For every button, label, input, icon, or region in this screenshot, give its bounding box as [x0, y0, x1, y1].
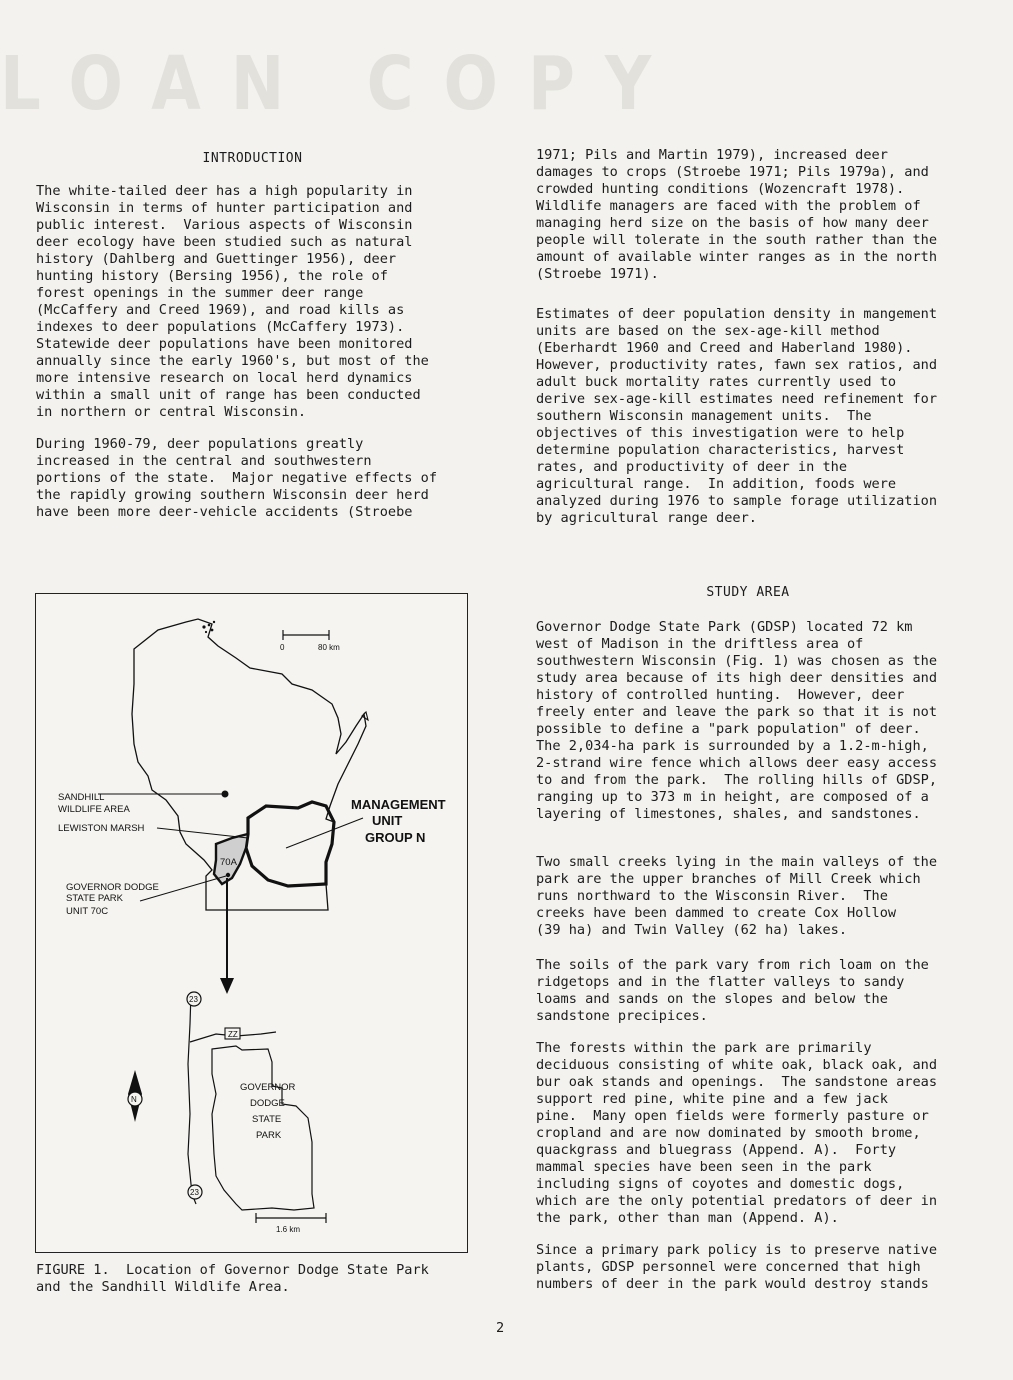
park-label-3: STATE	[252, 1114, 282, 1125]
intro-paragraph-1: The white-tailed deer has a high popularity in Wisconsin in terms of hunter participation and public interest. Various aspects of Wisconsin deer ecology have been studied such as natural history (Dahlberg and Guettinger 1956), deer hunting history (Bersing 1956), the role of forest openings in the summer deer range (McCaffery and Creed 1969), and road kills as indexes to deer populations (McCaffery 1973). Statewide deer populations have been monitored annually since the early 1960's, but most of the more intensive research on local herd dynamics within a small unit of range has been conducted in northern or central Wisconsin.	[36, 183, 429, 420]
location-map-svg	[36, 594, 469, 1254]
park-boundary	[212, 1046, 314, 1210]
scale-80km-label: 80 km	[318, 643, 340, 652]
management-label-3: GROUP N	[365, 830, 426, 845]
park-label-4: PARK	[256, 1130, 282, 1141]
scale-1-6km-label: 1.6 km	[276, 1225, 301, 1234]
management-unit-group-n	[246, 802, 334, 886]
management-label-1: MANAGEMENT	[351, 797, 446, 812]
scale-bar-bottom	[256, 1213, 326, 1234]
introduction-heading: INTRODUCTION	[202, 151, 303, 166]
gdsp-label-2: STATE PARK	[66, 893, 124, 904]
study-area-paragraph-1: Governor Dodge State Park (GDSP) located 72 km west of Madison in the driftless area of southwestern Wisconsin (Fig. 1) was chosen as the study area because of its high deer densities and history of controlled hunting. However, deer freely enter and leave the park so that it is not possible to define a "park population" of deer. The 2,034-ha park is surrounded by a 1.2-m-high, 2-strand wire fence which allows deer easy access to and from the park. The rolling hills of GDSP, ranging up to 373 m in height, are composed of a layering of limestones, shales, and sandstones.	[536, 619, 938, 822]
study-area-heading: STUDY AREA	[706, 585, 790, 600]
study-area-paragraph-2: Two small creeks lying in the main valleys of the park are the upper branches of Mill Creek which runs northward to the Wisconsin River. The creeks have been dammed to create Cox Hollow (39 ha) and Twin Valley (62 ha) lakes.	[536, 854, 938, 938]
study-area-paragraph-4: The forests within the park are primarily deciduous consisting of white oak, black oak, and bur oak stands and openings. The sandstone areas support red pine, white pine and a few jack pine. Many open fields were formerly pasture or cropland and are now dominated by smooth brome, quackgrass and bluegrass (Append. A). Forty mammal species have been seen in the park including signs of coyotes and domestic dogs, which are the only potential predators of deer in the park, other than man (Append. A).	[536, 1040, 938, 1226]
detail-arrow	[220, 978, 234, 994]
right-paragraph-1: 1971; Pils and Martin 1979), increased deer damages to crops (Stroebe 1971; Pils 1979a), and crowded hunting conditions (Wozencraft 1978). Wildlife managers are faced with the problem of managing herd size on the basis of how many deer people will tolerate in the south rather than the amount of available winter ranges as in the north (Stroebe 1971).	[536, 147, 938, 282]
figure-1-map	[35, 593, 468, 1253]
north-label: N	[131, 1095, 137, 1104]
scale-bar-top	[280, 630, 340, 652]
figure-caption: FIGURE 1. Location of Governor Dodge State Park and the Sandhill Wildlife Area.	[36, 1262, 429, 1295]
sandhill-marker	[222, 791, 229, 798]
page-number: 2	[496, 1320, 505, 1336]
route-zz-label: ZZ	[228, 1030, 238, 1039]
intro-paragraph-2: During 1960-79, deer populations greatly increased in the central and southwestern portions of the state. Major negative effects of the rapidly growing southern Wisconsin deer herd have been more deer-vehicle accidents (Stroebe	[36, 436, 438, 520]
park-label-2: DODGE	[250, 1098, 285, 1109]
study-area-paragraph-5: Since a primary park policy is to preserve native plants, GDSP personnel were concerned that high numbers of deer in the park would destroy stands	[536, 1242, 938, 1292]
route-23-road	[188, 992, 196, 1204]
right-paragraph-2: Estimates of deer population density in mangement units are based on the sex-age-kill method (Eberhardt 1960 and Creed and Haberland 1980). However, productivity rates, fawn sex ratios, and adult buck mortality rates currently used to derive sex-age-kill estimates need refinement for southern Wisconsin management units. The objectives of this investigation were to help determine population characteristics, harvest rates, and productivity of deer in the agricultural range. In addition, foods were analyzed during 1976 to sample forage utilization by agricultural range deer.	[536, 306, 938, 526]
study-area-paragraph-3: The soils of the park vary from rich loam on the ridgetops and in the flatter valleys to sandy loams and sands on the slopes and below the sandstone precipices.	[536, 957, 929, 1024]
route-23-top-label: 23	[189, 995, 198, 1004]
gdsp-marker	[226, 873, 230, 877]
management-label-2: UNIT	[372, 813, 403, 828]
north-arrow-icon	[128, 1070, 142, 1122]
sandhill-label-1: SANDHILL	[58, 792, 105, 803]
gdsp-label-3: UNIT 70C	[66, 906, 109, 917]
gdsp-label-1: GOVERNOR DODGE	[66, 882, 159, 893]
unit-70a-label: 70A	[220, 857, 237, 868]
wisconsin-outline	[132, 619, 366, 910]
loan-copy-stamp: LOAN COPY	[0, 42, 682, 128]
lewiston-marsh-label: LEWISTON MARSH	[58, 823, 145, 834]
scale-zero-label: 0	[280, 643, 285, 652]
sandhill-label-2: WILDLIFE AREA	[58, 804, 130, 815]
park-label-1: GOVERNOR	[240, 1082, 296, 1093]
route-23-bottom-label: 23	[190, 1188, 199, 1197]
